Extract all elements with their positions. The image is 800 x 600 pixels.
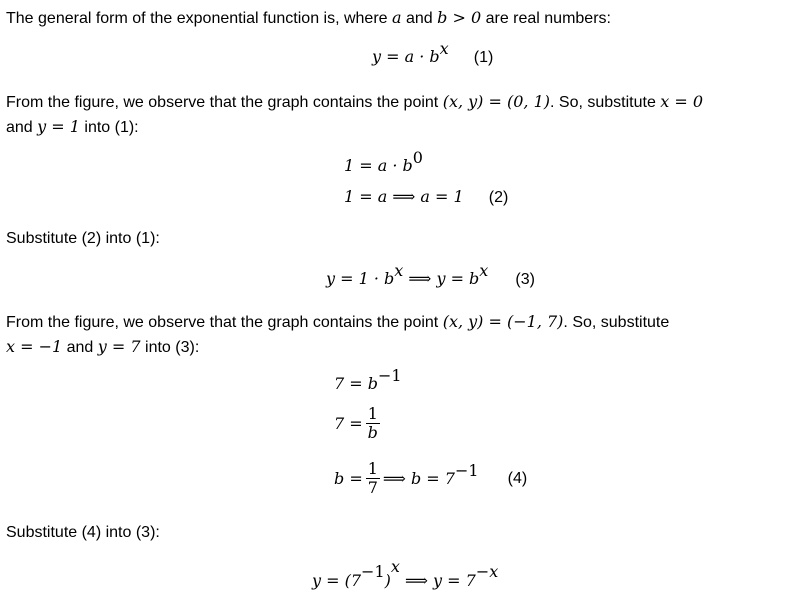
p2-text: From the figure, we observe that the graph contains the point xyxy=(6,94,443,111)
p2-text-d: into (1): xyxy=(79,119,139,136)
equation-7-exp: −1 xyxy=(454,460,479,480)
p5-text: Substitute (4) into (3): xyxy=(6,524,160,541)
equation-6-left: 7 = xyxy=(334,414,363,433)
paragraph-3 xyxy=(6,229,160,249)
condition-b: b > 0 xyxy=(437,8,482,27)
equation-1 xyxy=(372,38,494,68)
equation-8-close-paren: ) xyxy=(384,571,391,590)
equation-3-expr: 1 = a ⟹ a = 1 xyxy=(344,187,464,206)
equation-5-exp: −1 xyxy=(378,365,402,385)
p2-y-value: y = 1 xyxy=(37,117,80,136)
equation-3 xyxy=(344,187,508,208)
p2-x-value: x = 0 xyxy=(660,92,704,111)
equation-2 xyxy=(344,147,423,176)
equation-4-tag: (3) xyxy=(515,271,535,288)
equation-8-right: ⟹ y = 7 xyxy=(399,571,476,590)
equation-6-denominator: b xyxy=(367,423,378,442)
equation-7-fraction xyxy=(366,460,380,497)
equation-6-fraction xyxy=(366,405,380,442)
paragraph-2-line-1 xyxy=(6,92,703,113)
equation-7 xyxy=(334,460,527,497)
intro-and: and xyxy=(401,10,438,27)
p2-text-c: and xyxy=(6,119,38,136)
equation-1-exp: x xyxy=(439,38,449,58)
equation-7-numerator: 1 xyxy=(367,459,378,478)
paragraph-5 xyxy=(6,523,160,543)
equation-2-expr: 1 = a · b xyxy=(344,156,413,175)
equation-4 xyxy=(326,260,535,290)
equation-7-denominator: 7 xyxy=(367,478,378,497)
equation-7-tag: (4) xyxy=(507,469,528,487)
equation-6-numerator: 1 xyxy=(366,405,380,424)
equation-3-tag: (2) xyxy=(488,189,509,206)
intro-paragraph xyxy=(6,8,611,29)
equation-7-right: ⟹ b = 7 xyxy=(382,469,455,488)
paragraph-2-line-2 xyxy=(6,117,139,138)
equation-1-tag: (1) xyxy=(473,49,494,66)
equation-2-exp: 0 xyxy=(412,147,423,167)
equation-4-exp-1: x xyxy=(394,260,404,280)
equation-7-left: b = xyxy=(334,469,363,488)
equation-6 xyxy=(334,405,383,442)
equation-1-expr: y = a · b xyxy=(372,47,440,66)
p4-text: From the figure, we observe that the graph contains the point xyxy=(6,314,443,331)
equation-4-mid: ⟹ y = b xyxy=(403,269,480,288)
equation-5-expr: 7 = b xyxy=(334,374,378,393)
p4-text-b: . So, substitute xyxy=(563,314,670,331)
equation-5 xyxy=(334,365,402,394)
paragraph-4-line-2 xyxy=(6,337,199,358)
p4-point: (x, y) = (−1, 7) xyxy=(442,312,564,331)
p4-y-value: y = 7 xyxy=(97,337,141,356)
p4-text-d: into (3): xyxy=(140,339,200,356)
equation-8 xyxy=(312,557,499,591)
p2-point: (x, y) = (0, 1) xyxy=(442,92,551,111)
equation-4-left: y = 1 · b xyxy=(326,269,395,288)
equation-8-left: y = (7 xyxy=(312,571,362,590)
equation-8-inner-exp: −1 xyxy=(361,562,385,582)
p4-text-c: and xyxy=(62,339,98,356)
equation-8-exp: −x xyxy=(475,562,499,582)
p3-text: Substitute (2) into (1): xyxy=(6,230,160,247)
p2-text-b: . So, substitute xyxy=(550,94,661,111)
paragraph-4-line-1 xyxy=(6,312,669,333)
equation-8-outer-exp: x xyxy=(390,557,400,577)
var-a: a xyxy=(392,8,402,27)
equation-4-exp-2: x xyxy=(479,260,489,280)
intro-end: are real numbers: xyxy=(481,10,611,27)
p4-x-value: x = −1 xyxy=(6,337,63,356)
intro-text: The general form of the exponential function is, where xyxy=(6,10,392,27)
